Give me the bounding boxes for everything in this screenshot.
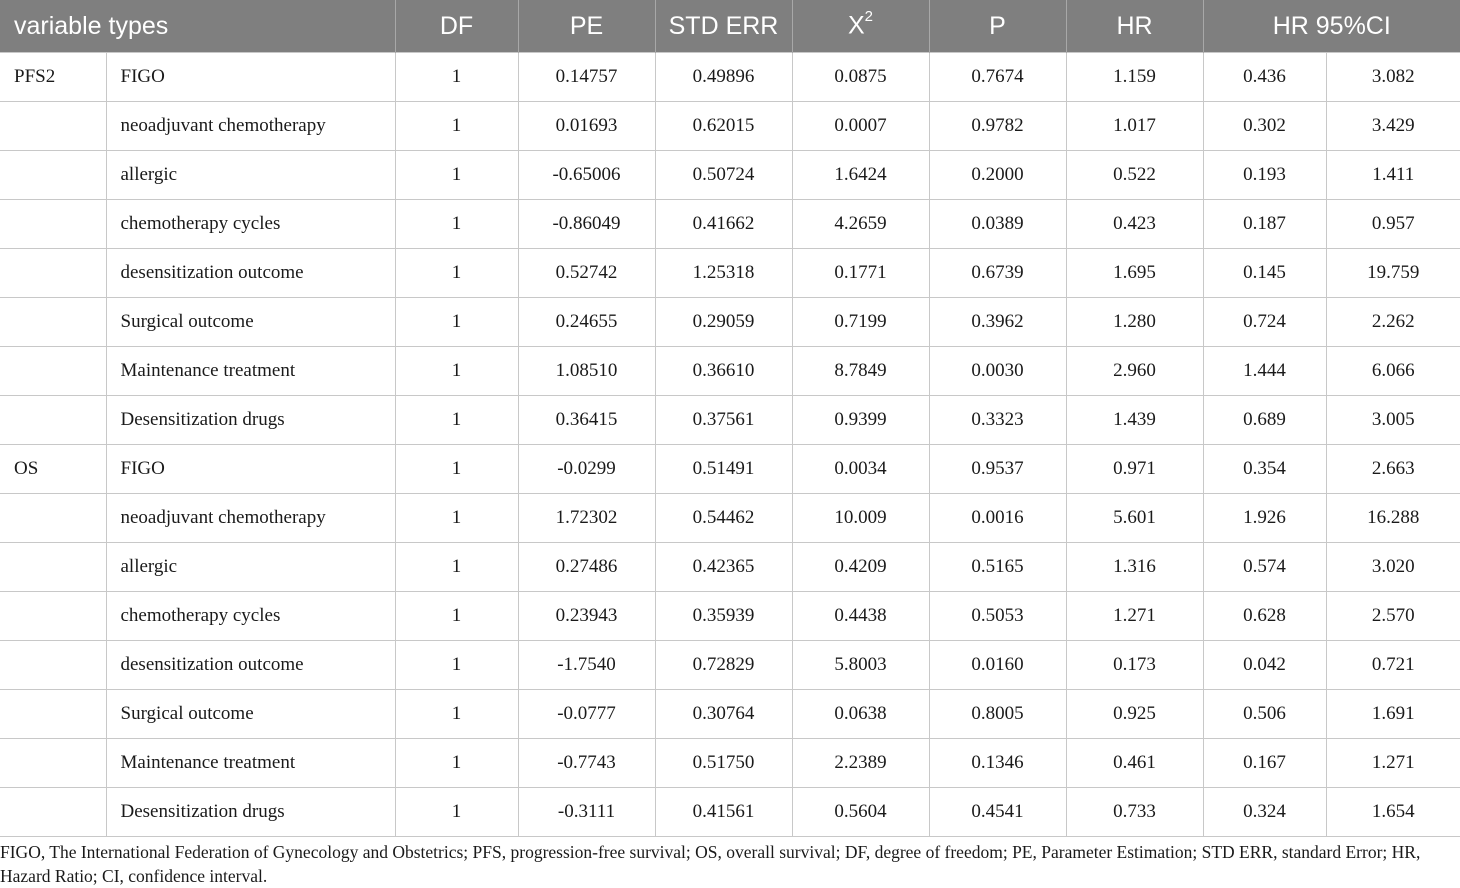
table-row <box>0 53 1460 102</box>
cell-group: PFS2 <box>0 53 106 102</box>
cell-df: 1 <box>395 494 518 543</box>
cell-df: 1 <box>395 690 518 739</box>
cell-df: 1 <box>395 200 518 249</box>
cell-p: 0.9537 <box>929 445 1066 494</box>
chi-superscript: 2 <box>864 8 874 26</box>
cell-ci-lower: 0.145 <box>1203 249 1326 298</box>
cell-hr: 1.316 <box>1066 543 1203 592</box>
cell-hr: 0.522 <box>1066 151 1203 200</box>
cell-chi-square: 0.7199 <box>792 298 929 347</box>
cell-pe: 0.14757 <box>518 53 655 102</box>
cell-df: 1 <box>395 151 518 200</box>
cell-chi-square: 10.009 <box>792 494 929 543</box>
table-row <box>0 543 1460 592</box>
cell-ci-upper: 3.020 <box>1326 543 1460 592</box>
cell-p: 0.0016 <box>929 494 1066 543</box>
cell-variable: Maintenance treatment <box>106 739 395 788</box>
table-row <box>0 494 1460 543</box>
header-row <box>0 0 1460 53</box>
cell-df: 1 <box>395 543 518 592</box>
cell-ci-lower: 0.042 <box>1203 641 1326 690</box>
cell-p: 0.3323 <box>929 396 1066 445</box>
cell-chi-square: 5.8003 <box>792 641 929 690</box>
header-hr-ci: HR 95%CI <box>1203 0 1460 53</box>
cell-df: 1 <box>395 298 518 347</box>
cell-p: 0.0030 <box>929 347 1066 396</box>
cell-ci-upper: 1.271 <box>1326 739 1460 788</box>
cell-std-err: 0.41561 <box>655 788 792 837</box>
cell-std-err: 0.41662 <box>655 200 792 249</box>
cell-pe: 0.36415 <box>518 396 655 445</box>
cell-hr: 1.695 <box>1066 249 1203 298</box>
cell-p: 0.4541 <box>929 788 1066 837</box>
cell-group: OS <box>0 445 106 494</box>
cell-pe: -0.86049 <box>518 200 655 249</box>
cell-hr: 1.159 <box>1066 53 1203 102</box>
cell-hr: 0.925 <box>1066 690 1203 739</box>
cell-df: 1 <box>395 445 518 494</box>
cell-p: 0.1346 <box>929 739 1066 788</box>
table-row <box>0 102 1460 151</box>
cell-ci-lower: 1.926 <box>1203 494 1326 543</box>
cell-ci-upper: 1.691 <box>1326 690 1460 739</box>
cell-chi-square: 0.4438 <box>792 592 929 641</box>
header-hr: HR <box>1066 0 1203 53</box>
cell-chi-square: 0.0875 <box>792 53 929 102</box>
cell-p: 0.5053 <box>929 592 1066 641</box>
cell-chi-square: 0.0007 <box>792 102 929 151</box>
cell-group <box>0 347 106 396</box>
table-row <box>0 788 1460 837</box>
cell-ci-upper: 1.654 <box>1326 788 1460 837</box>
cell-group <box>0 102 106 151</box>
cell-chi-square: 0.0638 <box>792 690 929 739</box>
table-row <box>0 347 1460 396</box>
cell-pe: -0.65006 <box>518 151 655 200</box>
cell-ci-upper: 16.288 <box>1326 494 1460 543</box>
cell-std-err: 0.54462 <box>655 494 792 543</box>
table-row <box>0 739 1460 788</box>
cell-chi-square: 0.4209 <box>792 543 929 592</box>
cell-ci-upper: 2.262 <box>1326 298 1460 347</box>
cell-ci-upper: 2.570 <box>1326 592 1460 641</box>
table-body <box>0 53 1460 837</box>
cell-variable: chemotherapy cycles <box>106 200 395 249</box>
cell-variable: desensitization outcome <box>106 249 395 298</box>
header-variable-types: variable types <box>0 0 395 53</box>
cell-ci-lower: 0.354 <box>1203 445 1326 494</box>
cell-ci-lower: 0.724 <box>1203 298 1326 347</box>
cell-group <box>0 249 106 298</box>
cell-chi-square: 4.2659 <box>792 200 929 249</box>
cell-group <box>0 641 106 690</box>
cell-pe: 0.01693 <box>518 102 655 151</box>
cell-ci-upper: 6.066 <box>1326 347 1460 396</box>
cell-p: 0.3962 <box>929 298 1066 347</box>
cell-ci-upper: 3.082 <box>1326 53 1460 102</box>
cell-hr: 0.733 <box>1066 788 1203 837</box>
cell-pe: 0.24655 <box>518 298 655 347</box>
cell-std-err: 0.29059 <box>655 298 792 347</box>
cell-group <box>0 592 106 641</box>
cell-std-err: 0.37561 <box>655 396 792 445</box>
cell-p: 0.7674 <box>929 53 1066 102</box>
cell-pe: 0.52742 <box>518 249 655 298</box>
cell-hr: 1.439 <box>1066 396 1203 445</box>
table-row <box>0 151 1460 200</box>
cell-hr: 1.017 <box>1066 102 1203 151</box>
table-row <box>0 200 1460 249</box>
cell-pe: -1.7540 <box>518 641 655 690</box>
cell-hr: 1.280 <box>1066 298 1203 347</box>
cell-pe: 1.72302 <box>518 494 655 543</box>
table-row <box>0 298 1460 347</box>
cell-ci-upper: 0.957 <box>1326 200 1460 249</box>
cell-variable: FIGO <box>106 445 395 494</box>
cell-group <box>0 151 106 200</box>
cell-ci-lower: 0.324 <box>1203 788 1326 837</box>
cell-p: 0.0389 <box>929 200 1066 249</box>
cell-ci-upper: 0.721 <box>1326 641 1460 690</box>
cell-ci-lower: 0.574 <box>1203 543 1326 592</box>
cell-group <box>0 494 106 543</box>
cell-df: 1 <box>395 347 518 396</box>
cell-pe: 0.23943 <box>518 592 655 641</box>
header-df: DF <box>395 0 518 53</box>
cell-df: 1 <box>395 641 518 690</box>
cell-df: 1 <box>395 53 518 102</box>
cell-variable: allergic <box>106 151 395 200</box>
header-chi-square <box>792 0 929 53</box>
cell-group <box>0 298 106 347</box>
cell-std-err: 0.62015 <box>655 102 792 151</box>
cell-ci-upper: 2.663 <box>1326 445 1460 494</box>
cell-ci-lower: 0.689 <box>1203 396 1326 445</box>
cell-ci-upper: 1.411 <box>1326 151 1460 200</box>
cell-hr: 0.461 <box>1066 739 1203 788</box>
cell-p: 0.9782 <box>929 102 1066 151</box>
table-row <box>0 690 1460 739</box>
cell-df: 1 <box>395 396 518 445</box>
cell-variable: Surgical outcome <box>106 690 395 739</box>
cell-chi-square: 0.9399 <box>792 396 929 445</box>
cell-ci-upper: 3.429 <box>1326 102 1460 151</box>
cell-std-err: 0.72829 <box>655 641 792 690</box>
cell-hr: 5.601 <box>1066 494 1203 543</box>
table-row <box>0 445 1460 494</box>
cell-chi-square: 0.0034 <box>792 445 929 494</box>
cell-variable: neoadjuvant chemotherapy <box>106 102 395 151</box>
cell-hr: 2.960 <box>1066 347 1203 396</box>
header-p: P <box>929 0 1066 53</box>
cell-ci-lower: 0.436 <box>1203 53 1326 102</box>
cell-pe: 1.08510 <box>518 347 655 396</box>
cell-variable: chemotherapy cycles <box>106 592 395 641</box>
cell-p: 0.6739 <box>929 249 1066 298</box>
cell-variable: neoadjuvant chemotherapy <box>106 494 395 543</box>
cell-hr: 0.173 <box>1066 641 1203 690</box>
cell-variable: desensitization outcome <box>106 641 395 690</box>
cell-hr: 0.423 <box>1066 200 1203 249</box>
cell-ci-lower: 1.444 <box>1203 347 1326 396</box>
cell-chi-square: 8.7849 <box>792 347 929 396</box>
cell-variable: Maintenance treatment <box>106 347 395 396</box>
cell-std-err: 0.36610 <box>655 347 792 396</box>
cell-group <box>0 543 106 592</box>
cell-std-err: 1.25318 <box>655 249 792 298</box>
cell-variable: Desensitization drugs <box>106 788 395 837</box>
cell-std-err: 0.42365 <box>655 543 792 592</box>
cell-ci-lower: 0.187 <box>1203 200 1326 249</box>
cell-group <box>0 788 106 837</box>
cell-ci-lower: 0.167 <box>1203 739 1326 788</box>
header-pe: PE <box>518 0 655 53</box>
cell-ci-upper: 3.005 <box>1326 396 1460 445</box>
cell-group <box>0 396 106 445</box>
cell-pe: -0.7743 <box>518 739 655 788</box>
cell-p: 0.8005 <box>929 690 1066 739</box>
cell-ci-lower: 0.628 <box>1203 592 1326 641</box>
cell-pe: -0.0777 <box>518 690 655 739</box>
cell-hr: 0.971 <box>1066 445 1203 494</box>
table-row <box>0 592 1460 641</box>
cell-variable: allergic <box>106 543 395 592</box>
cell-pe: 0.27486 <box>518 543 655 592</box>
cell-ci-upper: 19.759 <box>1326 249 1460 298</box>
cell-p: 0.5165 <box>929 543 1066 592</box>
cell-variable: FIGO <box>106 53 395 102</box>
table-footnote: FIGO, The International Federation of Gynecology and Obstetrics; PFS, progression-free survival; OS, overall survival; DF, degree of freedom; PE, Parameter Estimation; STD ERR, standard Error; HR, Hazard Ratio; CI, confidence interval. <box>0 842 1421 886</box>
cell-p: 0.2000 <box>929 151 1066 200</box>
cell-chi-square: 2.2389 <box>792 739 929 788</box>
cell-group <box>0 739 106 788</box>
cell-std-err: 0.35939 <box>655 592 792 641</box>
cell-df: 1 <box>395 592 518 641</box>
cell-group <box>0 690 106 739</box>
cell-std-err: 0.51750 <box>655 739 792 788</box>
cell-ci-lower: 0.506 <box>1203 690 1326 739</box>
cell-p: 0.0160 <box>929 641 1066 690</box>
cell-variable: Desensitization drugs <box>106 396 395 445</box>
table-row <box>0 396 1460 445</box>
cell-hr: 1.271 <box>1066 592 1203 641</box>
header-std-err: STD ERR <box>655 0 792 53</box>
cell-std-err: 0.30764 <box>655 690 792 739</box>
cell-std-err: 0.50724 <box>655 151 792 200</box>
cell-df: 1 <box>395 102 518 151</box>
cell-df: 1 <box>395 739 518 788</box>
cell-std-err: 0.49896 <box>655 53 792 102</box>
cell-variable: Surgical outcome <box>106 298 395 347</box>
cell-pe: -0.0299 <box>518 445 655 494</box>
cell-pe: -0.3111 <box>518 788 655 837</box>
table-row <box>0 249 1460 298</box>
cell-group <box>0 200 106 249</box>
cell-ci-lower: 0.193 <box>1203 151 1326 200</box>
table-row <box>0 641 1460 690</box>
chi-base: X <box>847 11 865 40</box>
cell-df: 1 <box>395 788 518 837</box>
cell-chi-square: 1.6424 <box>792 151 929 200</box>
cell-std-err: 0.51491 <box>655 445 792 494</box>
cell-df: 1 <box>395 249 518 298</box>
cell-ci-lower: 0.302 <box>1203 102 1326 151</box>
cell-chi-square: 0.5604 <box>792 788 929 837</box>
cell-chi-square: 0.1771 <box>792 249 929 298</box>
